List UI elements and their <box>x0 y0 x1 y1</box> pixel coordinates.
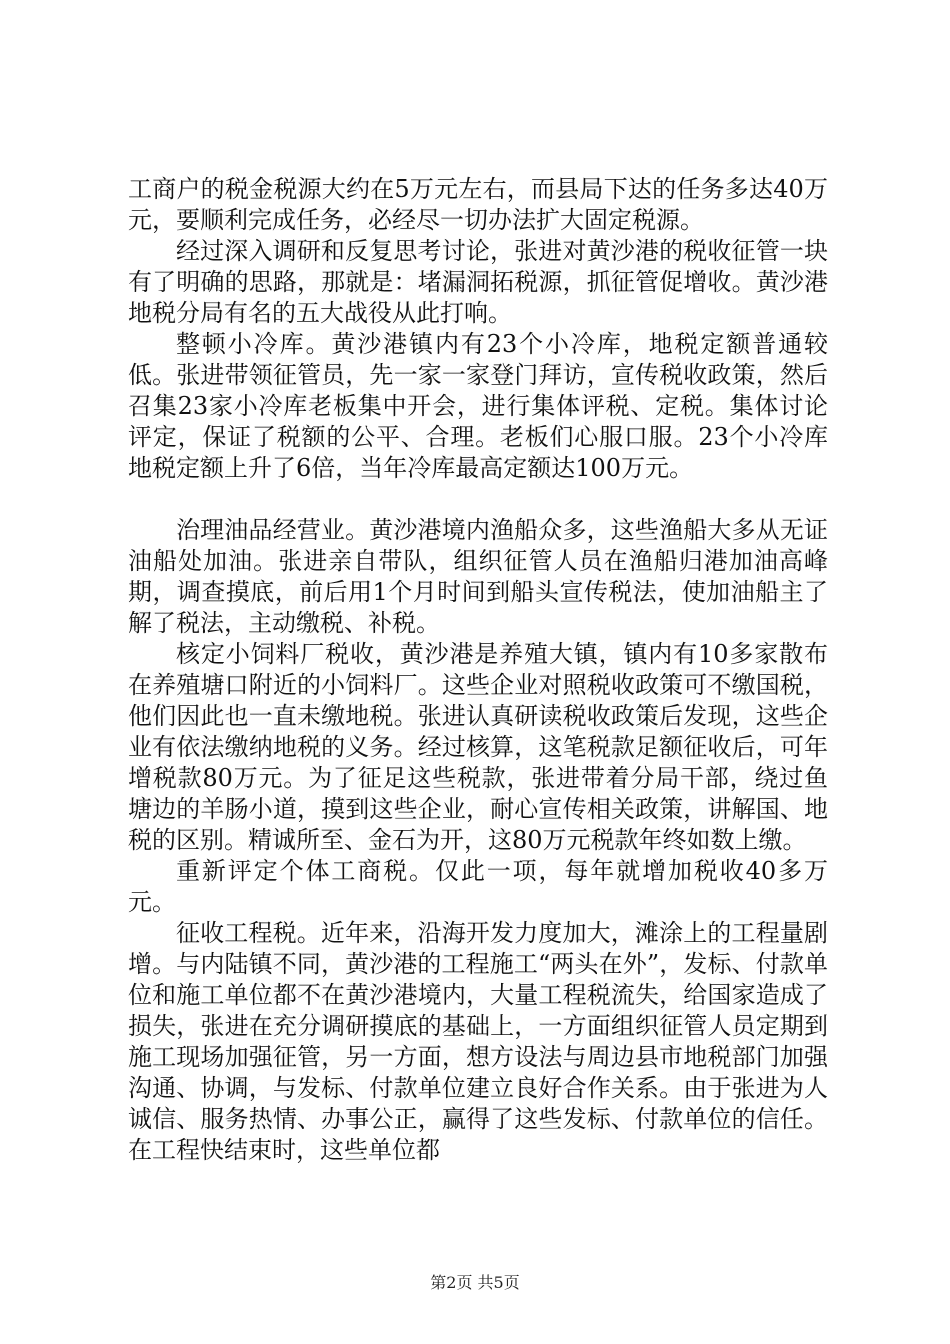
paragraph-engineering-tax: 征收工程税。近年来，沿海开发力度加大，滩涂上的工程量剧增。与内陆镇不同，黄沙港的工程施工“两头在外”，发标、付款单位和施工单位都不在黄沙港境内，大量工程税流失，给国家造成了损失，张进在充分调研摸底的基础上，一方面组织征管人员定期到施工现场加强征管，另一方面，想方设法与周边县市地税部门加强沟通、协调，与发标、付款单位建立良好合作关系。由于张进为人诚信、服务热情、办事公正，赢得了这些发标、付款单位的信任。在工程快结束时，这些单位都 <box>128 919 828 1164</box>
document-body <box>128 174 828 1166</box>
paragraph-oil-business: 治理油品经营业。黄沙港境内渔船众多，这些渔船大多从无证油船处加油。张进亲自带队，组织征管人员在渔船归港加油高峰期，调查摸底，前后用1个月时间到船头宣传税法，使加油船主了解了税法，主动缴税、补税。 <box>128 516 828 637</box>
paragraph-strategy: 经过深入调研和反复思考讨论，张进对黄沙港的税收征管一块有了明确的思路，那就是：堵漏洞拓税源，抓征管促增收。黄沙港地税分局有名的五大战役从此打响。 <box>128 237 828 327</box>
paragraph-individual-tax: 重新评定个体工商税。仅此一项，每年就增加税收40多万元。 <box>128 857 828 916</box>
paragraph-tax-source-continuation: 工商户的税金税源大约在5万元左右，而县局下达的任务多达40万元，要顺利完成任务，必经尽一切办法扩大固定税源。 <box>128 175 828 234</box>
page-number-footer: 第2页 共5页 <box>430 1273 520 1292</box>
paragraph-cold-storage: 整顿小冷库。黄沙港镇内有23个小冷库，地税定额普通较低。张进带领征管员，先一家一家登门拜访，宣传税收政策，然后召集23家小冷库老板集中开会，进行集体评税、定税。集体讨论评定，保证了税额的公平、合理。老板们心服口服。23个小冷库地税定额上升了6倍，当年冷库最高定额达100万元。 <box>128 330 828 482</box>
paragraph-feed-factory: 核定小饲料厂税收，黄沙港是养殖大镇，镇内有10多家散布在养殖塘口附近的小饲料厂。这些企业对照税收政策可不缴国税，他们因此也一直未缴地税。张进认真研读税收政策后发现，这些企业有依法缴纳地税的义务。经过核算，这笔税款足额征收后，可年增税款80万元。为了征足这些税款，张进带着分局干部，绕过鱼塘边的羊肠小道，摸到这些企业，耐心宣传相关政策，讲解国、地税的区别。精诚所至、金石为开，这80万元税款年终如数上缴。 <box>128 640 828 854</box>
